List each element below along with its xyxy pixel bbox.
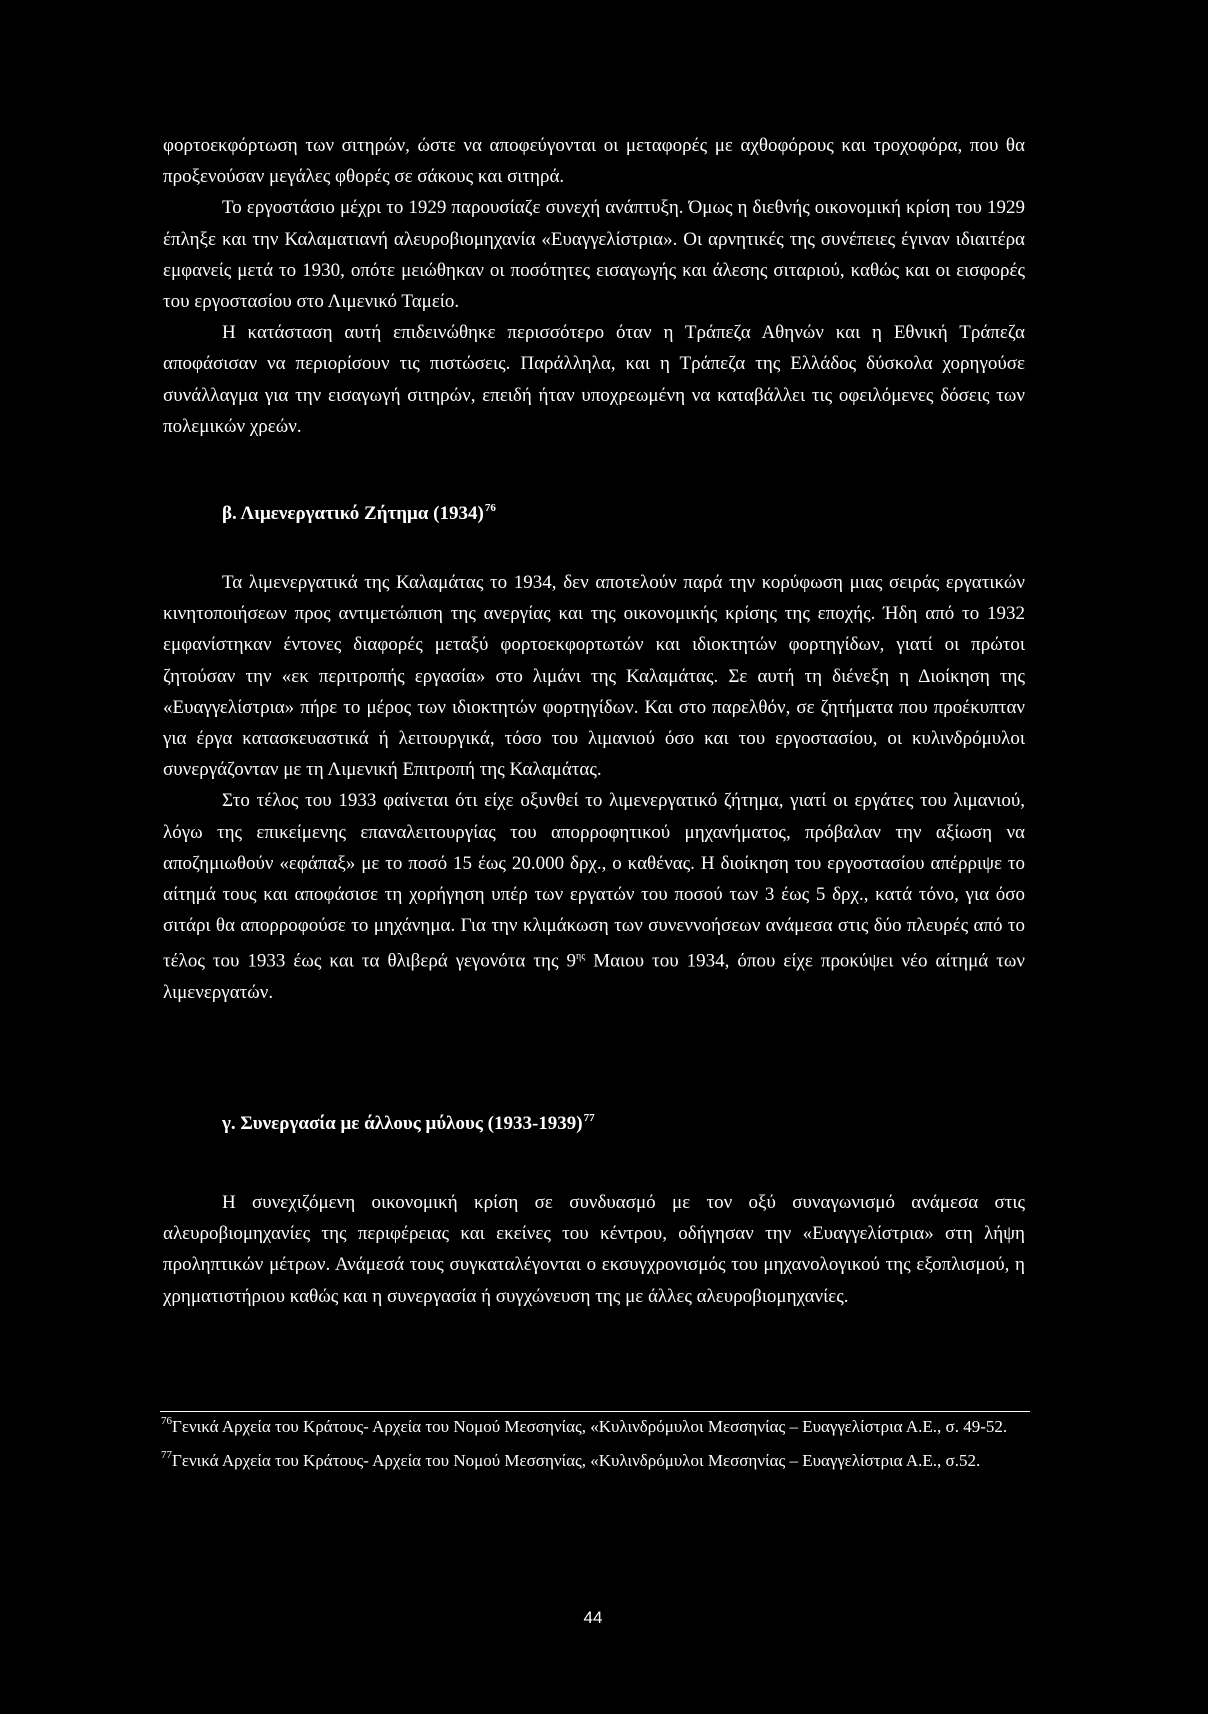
footnotes xyxy=(160,1413,1030,1477)
intro-text xyxy=(163,130,1025,442)
footnote-separator xyxy=(160,1411,1030,1412)
section-beta-text xyxy=(163,567,1025,1008)
paragraph: Η συνεχιζόμενη οικονομική κρίση σε συνδυασμό με τον οξύ συναγωνισμό ανάμεσα στις αλευροβιομηχανίες της περιφέρειας και εκείνες του κέντρου, οδήγησαν την «Ευαγγελίστρια» στη λήψη προληπτικών μέτρων. Ανάμεσά τους συγκαταλέγονται ο εκσυγχρονισμός του μηχανολογικού της εξοπλισμού, η χρηματιστήριου καθώς και η συνεργασία ή συγχώνευση της με άλλες αλευροβιομηχανίες. xyxy=(163,1192,1025,1307)
footnote-text: Γενικά Αρχεία του Κράτους- Αρχεία του Νομού Μεσσηνίας, «Κυλινδρόμυλοι Μεσσηνίας – Ευαγγελίστρια Α.Ε., σ. 49-52. xyxy=(172,1417,1008,1436)
footnote-text: Γενικά Αρχεία του Κράτους- Αρχεία του Νομού Μεσσηνίας, «Κυλινδρόμυλοι Μεσσηνίας – Ευαγγελίστρια Α.Ε., σ.52. xyxy=(172,1451,981,1470)
footnote-number: 77 xyxy=(161,1449,172,1461)
paragraph: Τα λιμενεργατικά της Καλαμάτας το 1934, δεν αποτελούν παρά την κορύφωση μιας σειράς εργατικών κινητοποιήσεων προς αντιμετώπιση της ανεργίας και της οικονομικής κρίσης της εποχής. Ήδη από το 1932 εμφανίστηκαν έντονες διαφορές μεταξύ φορτοεκφορτωτών και ιδιοκτητών φορτηγίδων, γιατί οι πρώτοι ζητούσαν την «εκ περιτροπής εργασία» στο λιμάνι της Καλαμάτας. Σε αυτή τη διένεξη η Διοίκηση της «Ευαγγελίστρια» πήρε το μέρος των ιδιοκτητών φορτηγίδων. Και στο παρελθόν, σε ζητήματα που προέκυπταν για έργα κατασκευαστικά ή λειτουργικά, τόσο του λιμανιού όσο και του εργοστασίου, οι κυλινδρόμυλοι συνεργάζονταν με τη Λιμενική Επιτροπή της Καλαμάτας. xyxy=(163,572,1025,781)
footnote xyxy=(160,1447,1030,1477)
footnote xyxy=(160,1413,1030,1443)
paragraph: Το εργοστάσιο μέχρι το 1929 παρουσίαζε συνεχή ανάπτυξη. Όμως η διεθνής οικονομική κρίση του 1929 έπληξε και την Καλαματιανή αλευροβιομηχανία «Ευαγγελίστρια». Οι αρνητικές της συνέπειες έγιναν ιδιαιτέρα εμφανείς μετά το 1930, οπότε μειώθηκαν οι ποσότητες εισαγωγής και άλεσης σιταριού, καθώς και οι εισφορές του εργοστασίου στο Λιμενικό Ταμείο. xyxy=(163,197,1025,313)
section-gamma-text xyxy=(163,1187,1025,1312)
paragraph-part: Στο τέλος του 1933 φαίνεται ότι είχε οξυνθεί το λιμενεργατικό ζήτημα, γιατί οι εργάτες του λιμανιού, λόγω της επικείμενης επαναλειτουργίας του απορροφητικού μηχανήματος, πρόβαλαν την αξίωση να αποζημιωθούν «εφάπαξ» με το ποσό 15 έως 20.000 δρχ., ο καθένας. Η διοίκηση του εργοστασίου απέρριψε το αίτημά τους και αποφάσισε τη χορήγηση υπέρ των εργατών του ποσού των 3 έως 5 δρχ., κατά τόνο, για όσο σιτάρι θα απορροφούσε το μηχάνημα. Για την κλιμάκωση των συνεννοήσεων ανάμεσα στις δύο πλευρές από το τέλος του 1933 έως και τα θλιβερά γεγονότα της 9 xyxy=(163,790,1025,972)
heading-text: γ. Συνεργασία με άλλους μύλους (1933-1939) xyxy=(222,1113,583,1134)
paragraph: Η κατάσταση αυτή επιδεινώθηκε περισσότερο όταν η Τράπεζα Αθηνών και η Εθνική Τράπεζα αποφάσισαν να περιορίσουν τις πιστώσεις. Παράλληλα, και η Τράπεζα της Ελλάδος δύσκολα χορηγούσε συνάλλαγμα για την εισαγωγή σιτηρών, επειδή ήταν υποχρεωμένη να καταβάλλει τις οφειλόμενες δόσεις των πολεμικών χρεών. xyxy=(163,322,1025,437)
paragraph-part: Μαιου του 1934, όπου είχε προκύψει νέο αίτημά των λιμενεργατών. xyxy=(163,950,1025,1003)
paragraph xyxy=(163,785,1025,1008)
page-number: 44 xyxy=(583,1608,603,1627)
paragraph: φορτοεκφόρτωση των σιτηρών, ώστε να αποφεύγονται οι μεταφορές με αχθοφόρους και τροχοφόρα, που θα προξενούσαν μεγάλες φθορές σε σάκους και σιτηρά. xyxy=(163,135,1025,188)
section-heading-beta xyxy=(222,502,496,528)
section-heading-gamma xyxy=(222,1112,595,1138)
heading-text: β. Λιμενεργατικό Ζήτημα (1934) xyxy=(222,503,484,524)
superscript: ης xyxy=(575,951,586,963)
footnote-ref: 77 xyxy=(583,1112,595,1124)
footnote-number: 76 xyxy=(161,1415,172,1427)
footnote-ref: 76 xyxy=(484,502,496,514)
